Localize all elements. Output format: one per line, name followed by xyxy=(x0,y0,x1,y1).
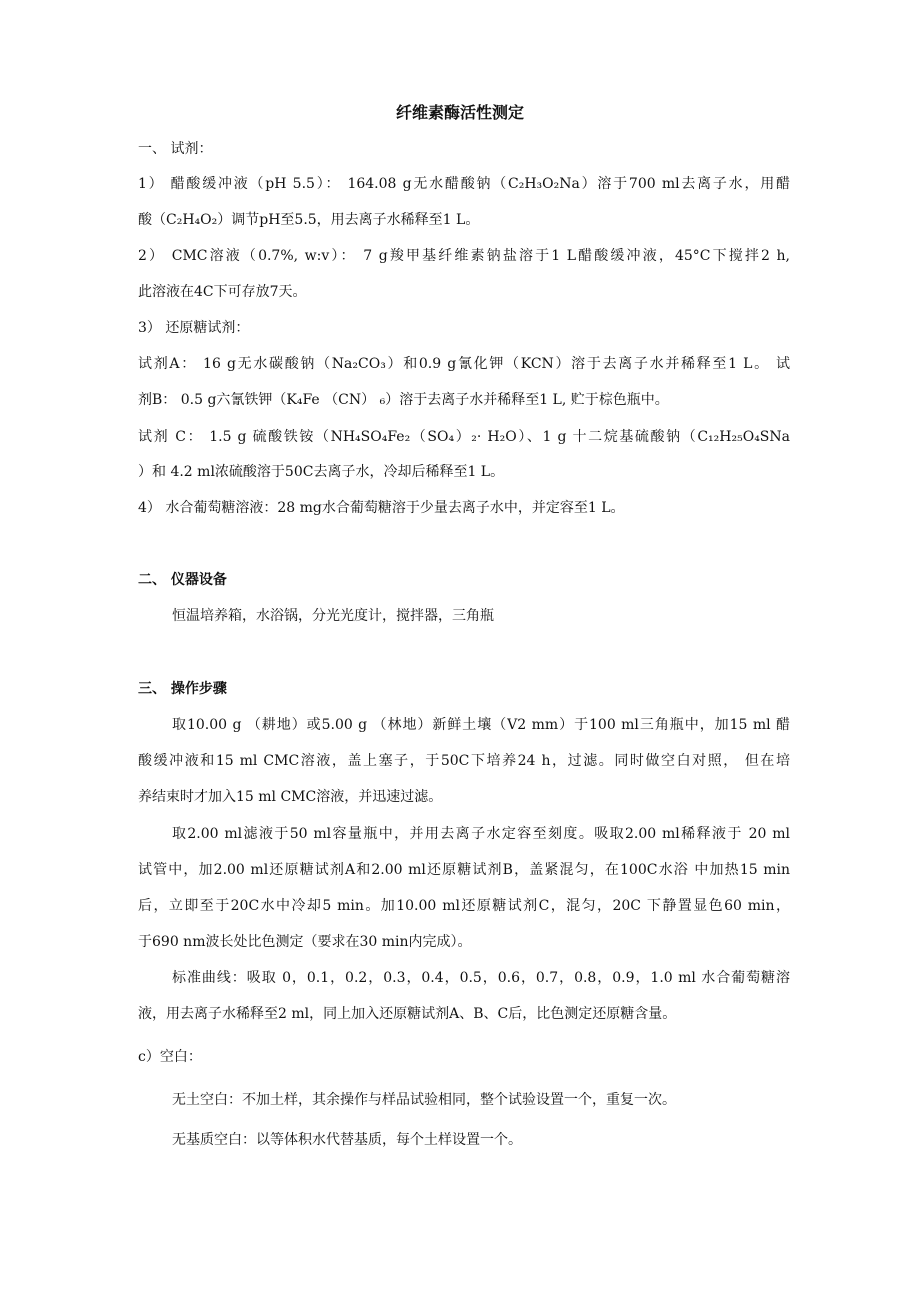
step-line-10: c）空白： xyxy=(138,1049,202,1065)
reagent-line-9: ）和 4.2 ml浓硫酸溶于50C去离子水，冷却后稀释至1 L。 xyxy=(138,464,505,480)
reagent-line-2: 酸（C₂H₄O₂）调节pH至5.5，用去离子水稀释至1 L。 xyxy=(138,212,480,228)
step-line-8: 标准曲线：吸取 0，0.1，0.2，0.3，0.4，0.5，0.6，0.7，0.8，0.9，1.0 ml 水合葡萄糖溶 xyxy=(172,970,790,986)
reagent-line-10: 4） 水合葡萄糖溶液：28 mg水合葡萄糖溶于少量去离子水中，并定容至1 L。 xyxy=(138,500,625,516)
step-line-6: 后，立即至于20C水中冷却5 min。加10.00 ml还原糖试剂C，混匀，20C 下静置显色60 min， xyxy=(138,898,790,914)
step-line-9: 液，用去离子水稀释至2 ml，同上加入还原糖试剂A、B、C后，比色测定还原糖含量。 xyxy=(138,1006,677,1022)
section3-heading: 三、 操作步骤 xyxy=(138,681,227,697)
step-line-3: 养结束时才加入15 ml CMC溶液，并迅速过滤。 xyxy=(138,789,443,805)
document-title: 纤维素酶活性测定 xyxy=(395,103,524,122)
section2-heading: 二、 仪器设备 xyxy=(138,572,227,588)
reagent-line-8: 试剂 C： 1.5 g 硫酸铁铵（NH₄SO₄Fe₂（SO₄）₂· H₂O）、1 g 十二烷基硫酸钠（C₁₂H₂₅O₄SNa xyxy=(138,429,790,445)
step-line-11: 无土空白：不加土样，其余操作与样品试验相同，整个试验设置一个，重复一次。 xyxy=(172,1092,676,1108)
section2-content: 恒温培养箱，水浴锅，分光光度计，搅拌器，三角瓶 xyxy=(172,608,494,624)
step-line-7: 于690 nm波长处比色测定（要求在30 min内完成）。 xyxy=(138,934,472,950)
step-line-4: 取2.00 ml滤液于50 ml容量瓶中，并用去离子水定容至刻度。吸取2.00 ml稀释液于 20 ml xyxy=(172,826,790,842)
reagent-line-5: 3） 还原糖试剂： xyxy=(138,320,250,336)
reagent-line-4: 此溶液在4C下可存放7天。 xyxy=(138,284,307,300)
reagent-line-7: 剂B： 0.5 g六氰铁钾（K₄Fe （CN） ₆）溶于去离子水并稀释至1 L, 贮于棕色瓶中。 xyxy=(138,392,669,408)
reagent-line-6: 试剂A： 16 g无水碳酸钠（Na₂CO₃）和0.9 g氰化钾（KCN）溶于去离子水并稀释至1 L。 试 xyxy=(138,356,790,372)
step-line-1: 取10.00 g （耕地）或5.00 g （林地）新鲜土壤（V2 mm）于100 ml三角瓶中，加15 ml 醋 xyxy=(172,717,790,733)
step-line-5: 试管中，加2.00 ml还原糖试剂A和2.00 ml还原糖试剂B，盖紧混匀，在100C水浴 中加热15 min xyxy=(138,862,790,878)
step-line-2: 酸缓冲液和15 ml CMC溶液，盖上塞子，于50C下培养24 h，过滤。同时做空白对照， 但在培 xyxy=(138,753,790,769)
reagent-line-3: 2） CMC溶液（0.7%, w:v）： 7 g羧甲基纤维素钠盐溶于1 L醋酸缓冲液，45°C下搅拌2 h, xyxy=(138,248,790,264)
section1-heading: 一、 试剂： xyxy=(138,141,213,157)
reagent-line-1: 1） 醋酸缓冲液（pH 5.5）： 164.08 g无水醋酸钠（C₂H₃O₂Na）溶于700 ml去离子水，用醋 xyxy=(138,176,790,192)
step-line-12: 无基质空白：以等体积水代替基质，每个土样设置一个。 xyxy=(172,1132,522,1148)
